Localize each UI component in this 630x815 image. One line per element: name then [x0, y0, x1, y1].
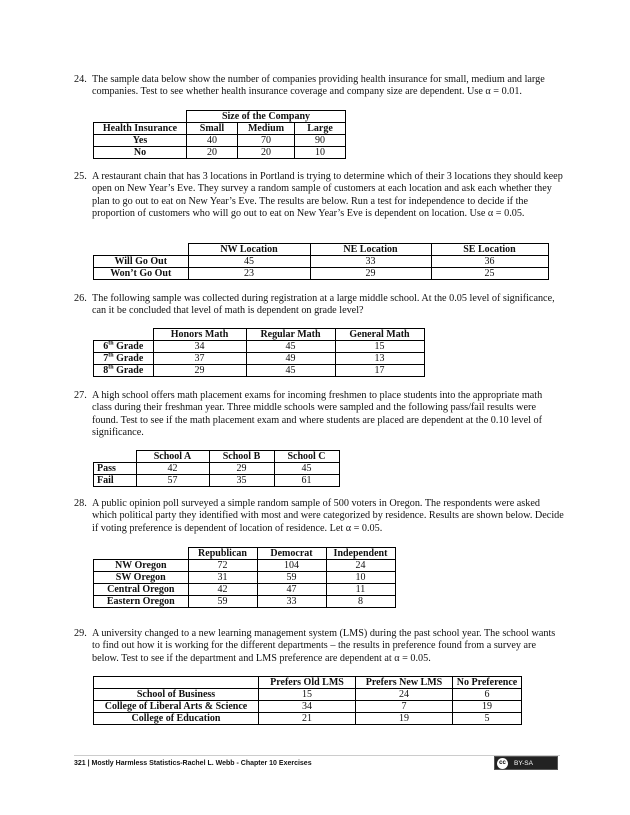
column-header: School B	[209, 451, 274, 463]
table-q29	[93, 676, 522, 725]
footer-divider	[74, 755, 560, 756]
license-label: BY-SA	[514, 759, 533, 767]
table-row: 6th Grade 34 45 15	[94, 341, 425, 353]
question-text: A restaurant chain that has 3 locations in Portland is trying to determine which of their 3 locations they should keep open on New Year’s Eve. They survey a random sample of customers at each location and ask each whether they plan to go out to eat on New Year’s Eve. The results are below. Run a test for independence to decide if the proportion of customers who will go out to eat on New Year’s Eve is dependent on location. Use α = 0.05.	[92, 171, 563, 219]
table-row: 8th Grade 29 45 17	[94, 365, 425, 377]
table-row: SW Oregon 31 59 10	[94, 572, 396, 584]
question-27	[74, 390, 564, 439]
table-row: School of Business 15 24 6	[94, 689, 522, 701]
table-q25	[93, 243, 549, 280]
table-row: No 20 20 10	[94, 147, 346, 159]
group-header: Size of the Company	[187, 111, 346, 123]
column-header: Small	[187, 123, 238, 135]
column-header: Prefers New LMS	[356, 677, 453, 689]
question-number: 26.	[74, 293, 87, 304]
column-header: No Preference	[453, 677, 522, 689]
cc-icon: cc	[497, 758, 508, 769]
column-header: Medium	[238, 123, 295, 135]
table-q27	[93, 450, 340, 487]
column-header: School C	[274, 451, 339, 463]
column-header: NE Location	[310, 244, 431, 256]
column-header: Independent	[326, 548, 395, 560]
table-row: Won’t Go Out 23 29 25	[94, 268, 549, 280]
question-number: 27.	[74, 390, 87, 401]
column-header: Honors Math	[153, 329, 246, 341]
table-row: Pass 42 29 45	[94, 463, 340, 475]
table-row: Eastern Oregon 59 33 8	[94, 596, 396, 608]
column-header: School A	[136, 451, 209, 463]
question-number: 24.	[74, 74, 87, 85]
column-header: SE Location	[431, 244, 548, 256]
question-number: 25.	[74, 171, 87, 182]
column-header: General Math	[335, 329, 424, 341]
question-text: The following sample was collected during registration at a large middle school. At the 0.05 level of significance, can it be concluded that level of math is dependent on grade level?	[92, 293, 555, 317]
column-header: Large	[295, 123, 346, 135]
table-q24	[93, 110, 346, 159]
table-row: NW Oregon 72 104 24	[94, 560, 396, 572]
table-q26	[93, 328, 425, 377]
column-header: Republican	[188, 548, 257, 560]
table-row: Yes 40 70 90	[94, 135, 346, 147]
table-row: College of Liberal Arts & Science 34 7 19	[94, 701, 522, 713]
question-number: 28.	[74, 498, 87, 509]
column-header: NW Location	[188, 244, 310, 256]
table-row: 7th Grade 37 49 13	[94, 353, 425, 365]
table-row: College of Education 21 19 5	[94, 713, 522, 725]
table-row: Central Oregon 42 47 11	[94, 584, 396, 596]
table-row: Fail 57 35 61	[94, 475, 340, 487]
question-25	[74, 171, 564, 220]
table-row: Will Go Out 45 33 36	[94, 256, 549, 268]
question-text: A university changed to a new learning management system (LMS) during the past school year. The school wants to find out how it is working for the different departments – the results in preference found from a survey are below. Test to see if the department and LMS preference are dependent at α = 0.05.	[92, 628, 556, 664]
column-header: Democrat	[257, 548, 326, 560]
column-header: Prefers Old LMS	[259, 677, 356, 689]
question-24	[74, 74, 564, 99]
question-text: A high school offers math placement exams for incoming freshmen to place students into the appropriate math class during their freshman year. Three middle schools were sampled and the following pass/fail results were found. Test to see if the math placement exam and where students are placed are dependent at the 0.10 level of significance.	[92, 390, 543, 438]
cc-license-badge	[494, 756, 558, 770]
question-number: 29.	[74, 628, 87, 639]
question-29	[74, 628, 564, 665]
table-q28	[93, 547, 396, 608]
question-28	[74, 498, 564, 535]
question-text: The sample data below show the number of companies providing health insurance for small, medium and large companies. Test to see whether health insurance coverage and company size are dependent. Use α = 0.01.	[92, 74, 545, 98]
question-26	[74, 293, 564, 318]
question-text: A public opinion poll surveyed a simple random sample of 500 voters in Oregon. The respondents were asked which political party they identified with most and were categorized by residence. Results are shown below. Decide if voting preference is dependent of location of residence. Let α = 0.05.	[92, 498, 564, 534]
row-header-label: Health Insurance	[94, 123, 187, 135]
page-footer: 321 | Mostly Harmless Statistics-Rachel L. Webb - Chapter 10 Exercises	[74, 760, 312, 767]
column-header: Regular Math	[246, 329, 335, 341]
